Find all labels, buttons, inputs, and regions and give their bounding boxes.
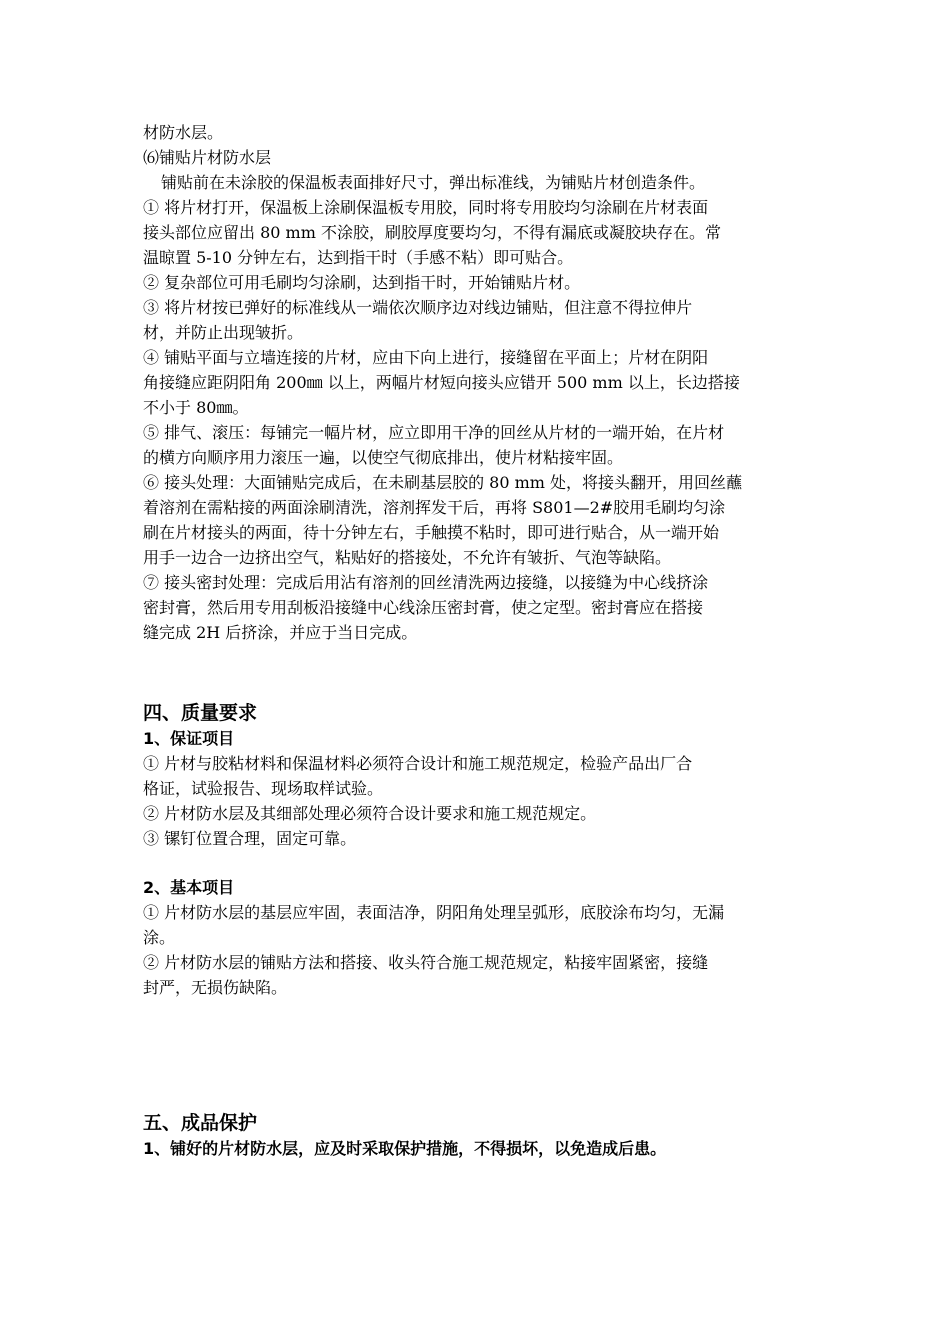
subsection-heading: 1、保证项目 <box>143 729 235 748</box>
list-item-line: ① 片材与胶粘材料和保温材料必须符合设计和施工规范规定，检验产品出厂合 <box>143 754 693 773</box>
list-item-line: 不小于 80㎜。 <box>143 398 249 417</box>
spacer <box>143 851 813 875</box>
list-item-line: ③ 将片材按已弹好的标准线从一端依次顺序边对线边铺贴，但注意不得拉伸片 <box>143 298 693 317</box>
step-title: ⑹铺贴片材防水层 <box>143 148 272 167</box>
document-body <box>143 120 813 1161</box>
list-item-line: 角接缝应距阴阳角 200㎜ 以上，两幅片材短向接头应错开 500 mm 以上，长边搭接 <box>143 373 740 392</box>
spacer <box>143 1000 813 1110</box>
list-item-line: ⑤ 排气、滚压：每铺完一幅片材，应立即用干净的回丝从片材的一端开始，在片材 <box>143 423 725 442</box>
list-item-line: 材，并防止出现皱折。 <box>143 323 304 342</box>
list-item-line: ① 片材防水层的基层应牢固，表面洁净，阴阳角处理呈弧形，底胶涂布均匀，无漏 <box>143 903 725 922</box>
list-item-line: ② 片材防水层的铺贴方法和搭接、收头符合施工规范规定，粘接牢固紧密，接缝 <box>143 953 709 972</box>
list-item-line: ③ 镙钉位置合理，固定可靠。 <box>143 829 357 848</box>
list-item-line: 涂。 <box>143 928 176 947</box>
list-item-line: 格证，试验报告、现场取样试验。 <box>143 779 384 798</box>
list-item-line: ② 片材防水层及其细部处理必须符合设计要求和施工规范规定。 <box>143 804 597 823</box>
section-heading: 四、质量要求 <box>143 702 258 724</box>
list-item-line: 刷在片材接头的两面，待十分钟左右，手触摸不粘时，即可进行贴合，从一端开始 <box>143 523 720 542</box>
paragraph-line: 材防水层。 <box>143 123 224 142</box>
list-item-line: ⑥ 接头处理：大面铺贴完成后，在未刷基层胶的 80 mm 处，将接头翻开，用回丝蘸 <box>143 473 743 492</box>
list-item-line: 缝完成 2H 后挤涂，并应于当日完成。 <box>143 623 418 642</box>
list-item-line: 温晾置 5-10 分钟左右，达到指干时（手感不粘）即可贴合。 <box>143 248 574 267</box>
subsection-heading: 2、基本项目 <box>143 878 235 897</box>
list-item-line: 着溶剂在需粘接的两面涂刷清洗，溶剂挥发干后，再将 S801—2#胶用毛刷均匀涂 <box>143 498 726 517</box>
spacer <box>143 645 813 700</box>
list-item-line: 封严，无损伤缺陷。 <box>143 978 288 997</box>
section-heading: 五、成品保护 <box>143 1112 258 1134</box>
list-item-line: ② 复杂部位可用毛刷均匀涂刷，达到指干时，开始铺贴片材。 <box>143 273 581 292</box>
list-item-line: ④ 铺贴平面与立墙连接的片材，应由下向上进行，接缝留在平面上；片材在阴阳 <box>143 348 709 367</box>
paragraph-line: 铺贴前在未涂胶的保温板表面排好尺寸，弹出标准线，为铺贴片材创造条件。 <box>161 173 706 192</box>
list-item-line: 接头部位应留出 80 mm 不涂胶，刷胶厚度要均匀，不得有漏底或凝胶块存在。常 <box>143 223 721 242</box>
list-item-line: 的横方向顺序用力滚压一遍，以使空气彻底排出，使片材粘接牢固。 <box>143 448 624 467</box>
list-item-line: 用手一边合一边挤出空气，粘贴好的搭接处，不允许有皱折、气泡等缺陷。 <box>143 548 672 567</box>
paragraph-bold-line: 1、铺好的片材防水层，应及时采取保护措施，不得损坏，以免造成后患。 <box>143 1139 667 1158</box>
list-item-line: ① 将片材打开，保温板上涂刷保温板专用胶，同时将专用胶均匀涂刷在片材表面 <box>143 198 709 217</box>
list-item-line: 密封膏，然后用专用刮板沿接缝中心线涂压密封膏，使之定型。密封膏应在搭接 <box>143 598 704 617</box>
list-item-line: ⑦ 接头密封处理：完成后用沾有溶剂的回丝清洗两边接缝，以接缝为中心线挤涂 <box>143 573 709 592</box>
